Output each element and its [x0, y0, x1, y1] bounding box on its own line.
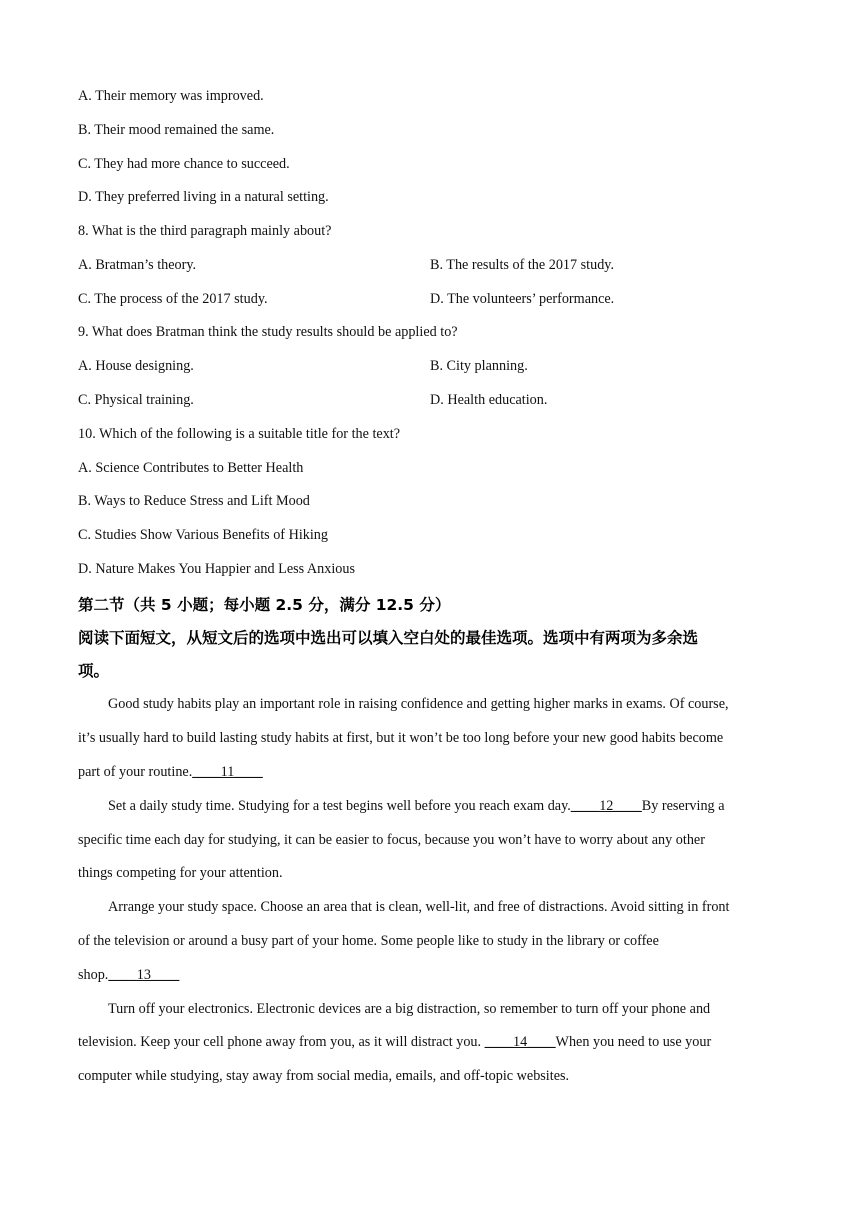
q10-option-d: D. Nature Makes You Happier and Less Anxious	[78, 561, 356, 577]
q7-option-b: B. Their mood remained the same.	[78, 122, 275, 138]
q8-option-a: A. Bratman’s theory.	[78, 257, 197, 273]
q7-option-c: C. They had more chance to succeed.	[78, 156, 290, 172]
passage-p4-text: television. Keep your cell phone away from you, as it will distract you.	[78, 1034, 485, 1050]
passage-p4-line2	[78, 1034, 778, 1051]
passage-p3-line1: Arrange your study space. Choose an area that is clean, well-lit, and free of distractions. Avoid sitting in front	[108, 899, 730, 915]
passage-p2-line1	[78, 798, 808, 815]
passage-p1-line2: it’s usually hard to build lasting study habits at first, but it won’t be too long before your new good habits become	[78, 730, 724, 746]
q8-option-c: C. The process of the 2017 study.	[78, 291, 268, 307]
q9-option-c: C. Physical training.	[78, 392, 194, 408]
q9-option-b: B. City planning.	[430, 358, 528, 374]
blank-11: ____11____	[192, 764, 263, 780]
passage-p3-line3	[78, 967, 778, 984]
blank-14: ____14____	[484, 1034, 556, 1050]
passage-p4-line1: Turn off your electronics. Electronic devices are a big distraction, so remember to turn off your phone and	[108, 1001, 711, 1017]
q9-option-d: D. Health education.	[430, 392, 548, 408]
passage-p1-line3	[78, 764, 778, 781]
q8-stem: 8. What is the third paragraph mainly about?	[78, 223, 332, 239]
q10-stem: 10. Which of the following is a suitable title for the text?	[78, 426, 401, 442]
blank-12: ____12____	[570, 798, 642, 814]
passage-p1-line1: Good study habits play an important role in raising confidence and getting higher marks in exams. Of course,	[108, 696, 729, 712]
q9-option-a: A. House designing.	[78, 358, 194, 374]
q7-option-a: A. Their memory was improved.	[78, 88, 264, 104]
q8-option-d: D. The volunteers’ performance.	[430, 291, 615, 307]
passage-p2-line3: things competing for your attention.	[78, 865, 283, 881]
q10-option-b: B. Ways to Reduce Stress and Lift Mood	[78, 493, 310, 509]
q7-option-d: D. They preferred living in a natural setting.	[78, 189, 329, 205]
section-instruction-line2: 项。	[78, 662, 110, 680]
section-instruction-line1: 阅读下面短文，从短文后的选项中选出可以填入空白处的最佳选项。选项中有两项为多余选	[78, 629, 699, 647]
q10-option-c: C. Studies Show Various Benefits of Hiking	[78, 527, 328, 543]
q9-stem: 9. What does Bratman think the study results should be applied to?	[78, 324, 458, 340]
section-title: 第二节（共 5 小题；每小题 2.5 分，满分 12.5 分）	[78, 596, 451, 614]
passage-p3-line2: of the television or around a busy part of your home. Some people like to study in the library or coffee	[78, 933, 659, 949]
passage-p2-text: Set a daily study time. Studying for a test begins well before you reach exam day.	[108, 798, 571, 814]
blank-13: ____13____	[108, 967, 180, 983]
passage-p2-line2: specific time each day for studying, it can be easier to focus, because you won’t have to worry about any other	[78, 832, 705, 848]
passage-p4-line3: computer while studying, stay away from social media, emails, and off-topic websites.	[78, 1068, 570, 1084]
passage-p4-text-end: When you need to use your	[555, 1034, 712, 1050]
passage-p1-text: part of your routine.	[78, 764, 193, 780]
q8-option-b: B. The results of the 2017 study.	[430, 257, 615, 273]
passage-p2-text-end: By reserving a	[641, 798, 725, 814]
passage-p3-text: shop.	[78, 967, 109, 983]
q10-option-a: A. Science Contributes to Better Health	[78, 460, 304, 476]
